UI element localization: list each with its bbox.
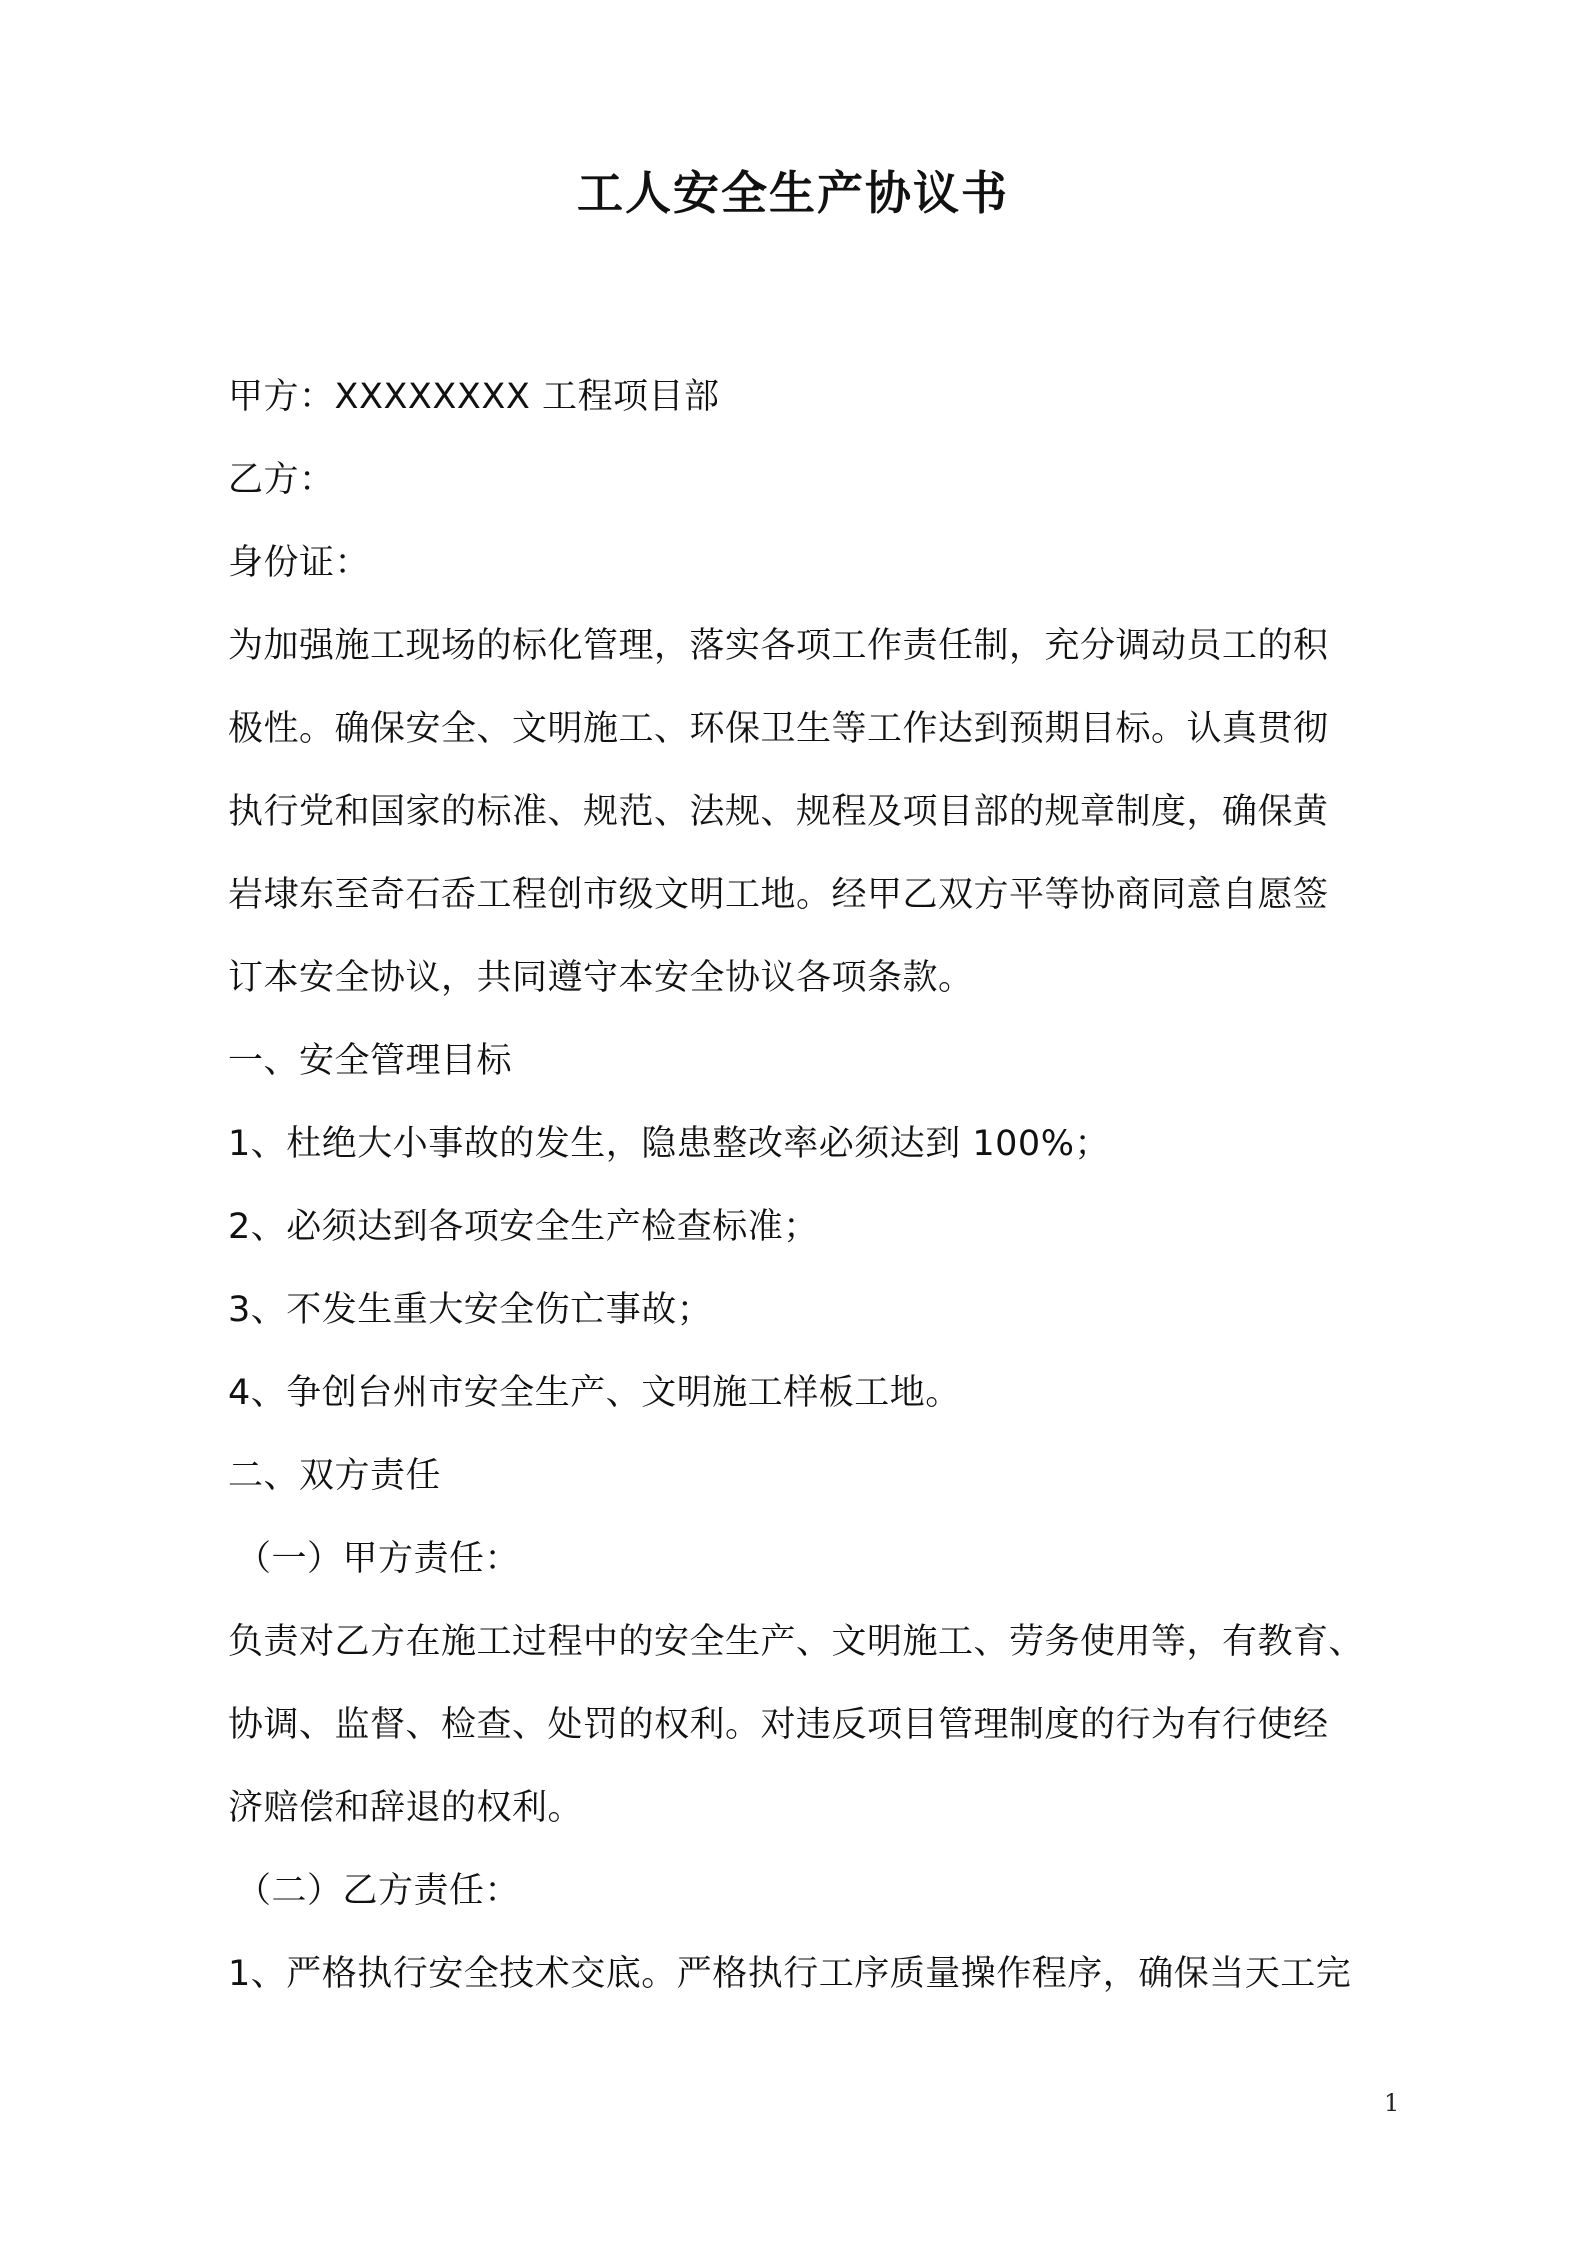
paragraph-line: 订本安全协议，共同遵守本安全协议各项条款。 — [228, 958, 974, 998]
paragraph-line: 协调、监督、检查、处罚的权利。对违反项目管理制度的行为有行使经 — [228, 1705, 1329, 1745]
list-item: 2、必须达到各项安全生产检查标准； — [228, 1207, 819, 1247]
document-title: 工人安全生产协议书 — [577, 166, 1009, 220]
page-number: 1 — [1384, 2089, 1400, 2117]
paragraph-line: 为加强施工现场的标化管理，落实各项工作责任制，充分调动员工的积 — [228, 626, 1329, 666]
document-body — [228, 356, 1416, 2016]
list-item: 1、严格执行安全技术交底。严格执行工序质量操作程序，确保当天工完 — [228, 1954, 1352, 1994]
paragraph-line: 执行党和国家的标准、规范、法规、规程及项目部的规章制度，确保黄 — [228, 792, 1329, 832]
paragraph-line: 岩埭东至奇石岙工程创市级文明工地。经甲乙双方平等协商同意自愿签 — [228, 875, 1329, 915]
list-item: 3、不发生重大安全伤亡事故； — [228, 1290, 713, 1330]
party-a-line: 甲方：XXXXXXXX 工程项目部 — [228, 377, 720, 417]
list-item: 4、争创台州市安全生产、文明施工样板工地。 — [228, 1373, 961, 1413]
party-b-line: 乙方： — [228, 460, 335, 500]
paragraph-line: 极性。确保安全、文明施工、环保卫生等工作达到预期目标。认真贯彻 — [228, 709, 1329, 749]
list-item: 1、杜绝大小事故的发生，隐患整改率必须达到 100%； — [228, 1124, 1110, 1164]
id-card-line: 身份证： — [228, 543, 371, 583]
subsection-heading: （一）甲方责任： — [236, 1539, 521, 1579]
paragraph-line: 济赔偿和辞退的权利。 — [228, 1788, 584, 1828]
section-heading: 二、双方责任 — [228, 1456, 442, 1496]
paragraph-line: 负责对乙方在施工过程中的安全生产、文明施工、劳务使用等，有教育、 — [228, 1622, 1365, 1662]
section-heading: 一、安全管理目标 — [228, 1041, 513, 1081]
subsection-heading: （二）乙方责任： — [236, 1871, 521, 1911]
